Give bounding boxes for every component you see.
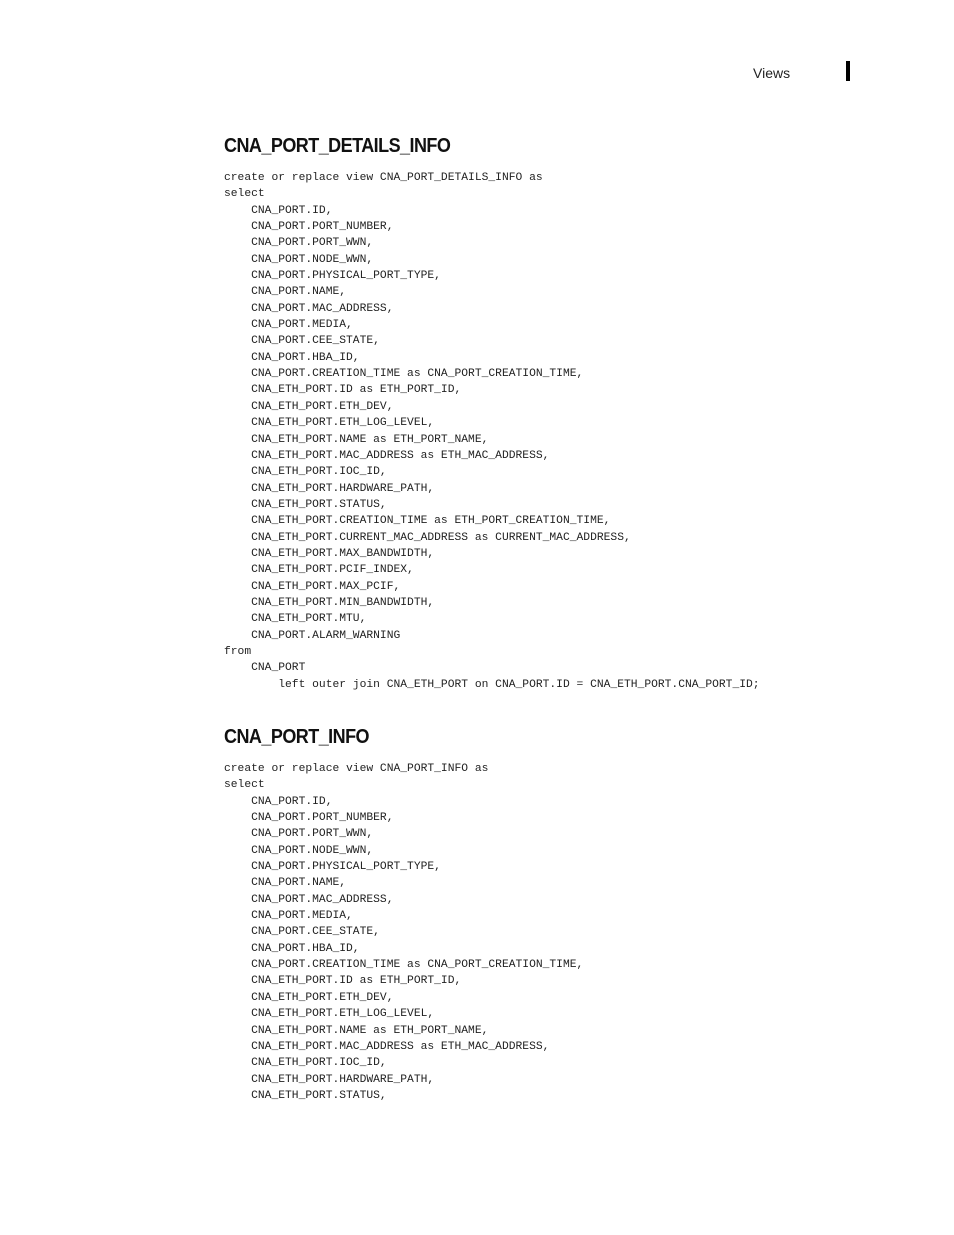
sql-code-block: create or replace view CNA_PORT_INFO as select CNA_PORT.ID, CNA_PORT.PORT_NUMBER, CNA_PORT.PORT_WWN, CNA_PORT.NODE_WWN, CNA_PORT.PHYSICAL_PORT_TYPE, CNA_PORT.NAME, CNA_PORT.MAC_ADDRESS, CNA_PORT.MEDIA, CNA_PORT.CEE_STATE, CNA_PORT.HBA_ID, CNA_PORT.CREATION_TIME as CNA_PORT_CREATION_TIME, CNA_ETH_PORT.ID as ETH_PORT_ID, CNA_ETH_PORT.ETH_DEV, CNA_ETH_PORT.ETH_LOG_LEVEL, CNA_ETH_PORT.NAME as ETH_PORT_NAME, CNA_ETH_PORT.MAC_ADDRESS as ETH_MAC_ADDRESS, CNA_ETH_PORT.IOC_ID, CNA_ETH_PORT.HARDWARE_PATH, CNA_ETH_PORT.STATUS, — [224, 763, 584, 1102]
section-title: CNA_PORT_INFO — [224, 726, 369, 748]
running-header: Views — [753, 65, 791, 81]
section-title: CNA_PORT_DETAILS_INFO — [224, 135, 451, 157]
sql-code-block: create or replace view CNA_PORT_DETAILS_INFO as select CNA_PORT.ID, CNA_PORT.PORT_NUMBER, CNA_PORT.PORT_WWN, CNA_PORT.NODE_WWN, CNA_PORT.PHYSICAL_PORT_TYPE, CNA_PORT.NAME, CNA_PORT.MAC_ADDRESS, CNA_PORT.MEDIA, CNA_PORT.CEE_STATE, CNA_PORT.HBA_ID, CNA_PORT.CREATION_TIME as CNA_PORT_CREATION_TIME, CNA_ETH_PORT.ID as ETH_PORT_ID, CNA_ETH_PORT.ETH_DEV, CNA_ETH_PORT.ETH_LOG_LEVEL, CNA_ETH_PORT.NAME as ETH_PORT_NAME, CNA_ETH_PORT.MAC_ADDRESS as ETH_MAC_ADDRESS, CNA_ETH_PORT.IOC_ID, CNA_ETH_PORT.HARDWARE_PATH, CNA_ETH_PORT.STATUS, CNA_ETH_PORT.CREATION_TIME as ETH_PORT_CREATION_TIME, CNA_ETH_PORT.CURRENT_MAC_ADDRESS as CURRENT_MAC_ADDRESS, CNA_ETH_PORT.MAX_BANDWIDTH, CNA_ETH_PORT.PCIF_INDEX, CNA_ETH_PORT.MAX_PCIF, CNA_ETH_PORT.MIN_BANDWIDTH, CNA_ETH_PORT.MTU, CNA_PORT.ALARM_WARNING from CNA_PORT left outer join CNA_ETH_PORT on CNA_PORT.ID = CNA_ETH_PORT.CNA_PORT_ID; — [224, 172, 760, 691]
header-marker-bar — [846, 61, 850, 81]
section-cna-port-details-info — [224, 134, 760, 693]
section-cna-port-info — [224, 725, 583, 1104]
